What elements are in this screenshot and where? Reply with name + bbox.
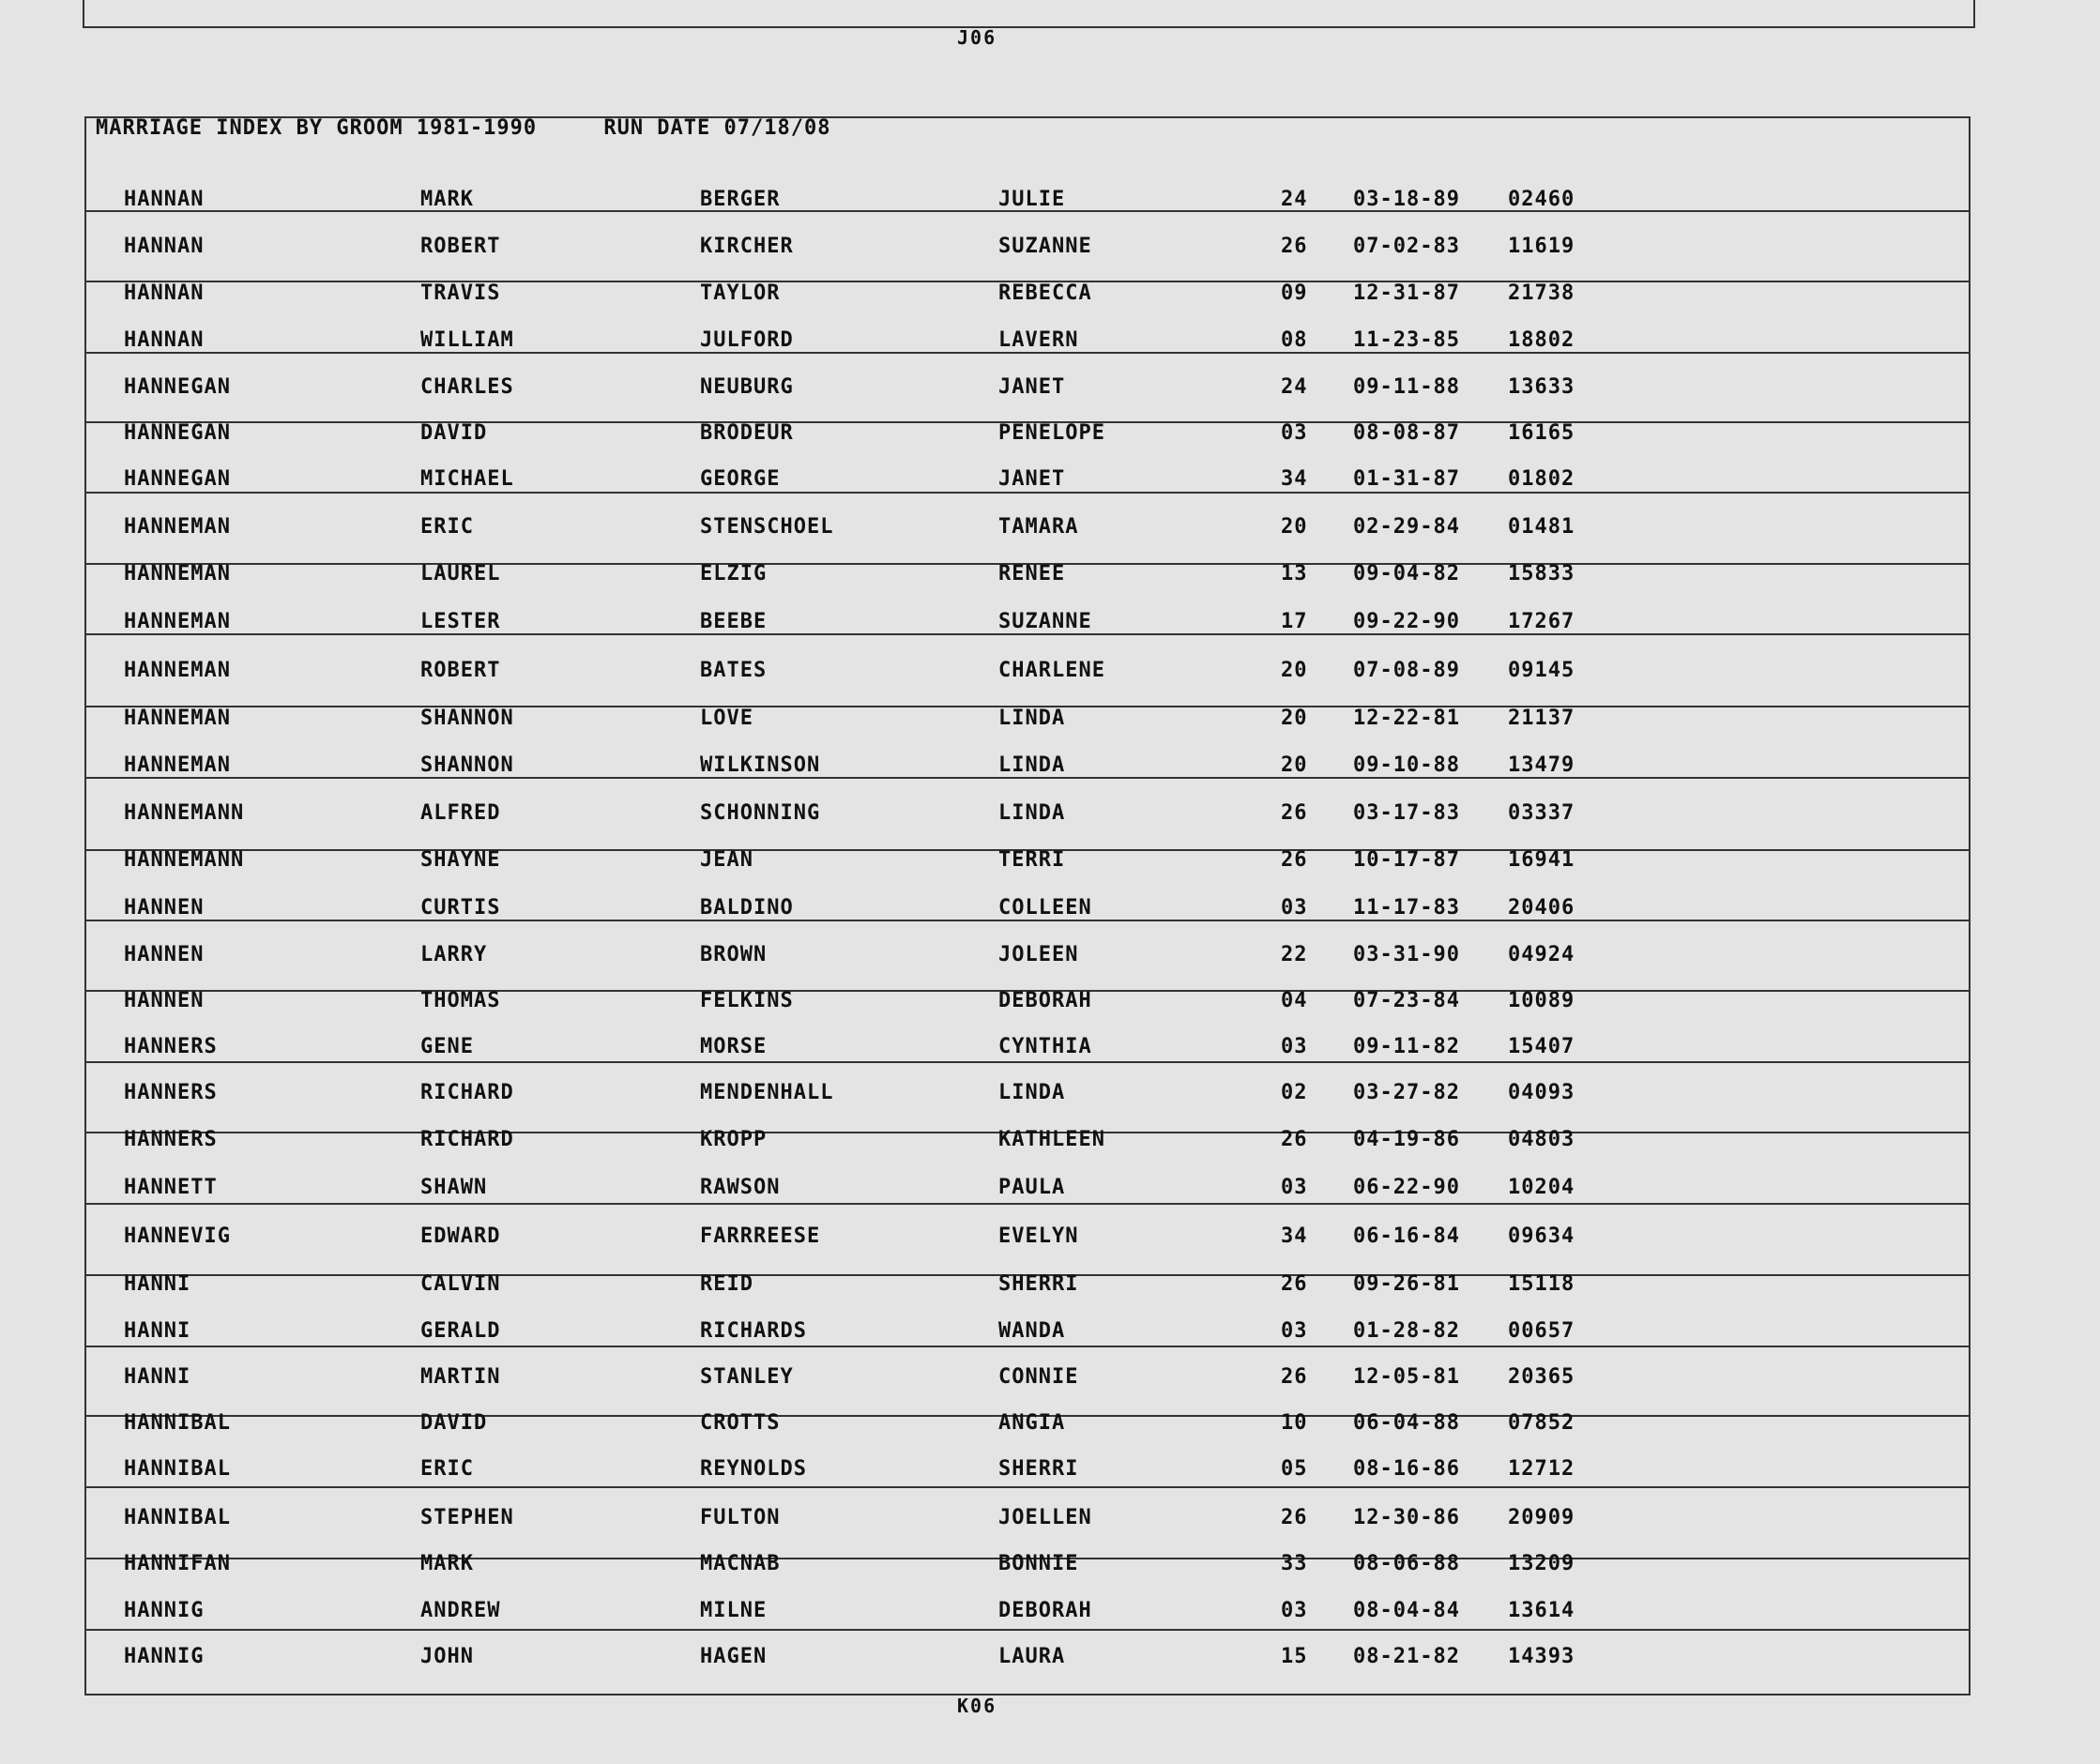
groom-first: ALFRED bbox=[420, 801, 501, 825]
groom-first: RICHARD bbox=[420, 1081, 514, 1104]
certificate-number: 13633 bbox=[1508, 375, 1575, 399]
bride-last: LOVE bbox=[700, 707, 753, 730]
groom-first: ERIC bbox=[420, 515, 474, 539]
groom-last: HANNEMAN bbox=[124, 515, 231, 539]
groom-last: HANNEGAN bbox=[124, 421, 231, 445]
marriage-date: 09-22-90 bbox=[1353, 610, 1460, 633]
bride-first: JOLEEN bbox=[998, 943, 1079, 966]
marriage-date: 08-04-84 bbox=[1353, 1599, 1460, 1622]
certificate-number: 13614 bbox=[1508, 1599, 1575, 1622]
bride-last: BATES bbox=[700, 659, 768, 682]
bride-last: BEEBE bbox=[700, 610, 768, 633]
county-code: 17 bbox=[1281, 610, 1308, 633]
bride-first: SUZANNE bbox=[998, 235, 1092, 258]
groom-last: HANNIG bbox=[124, 1599, 205, 1622]
bride-last: NEUBURG bbox=[700, 375, 794, 399]
top-page-code: J06 bbox=[957, 26, 997, 49]
marriage-date: 08-16-86 bbox=[1353, 1457, 1460, 1481]
certificate-number: 04093 bbox=[1508, 1081, 1575, 1104]
groom-first: DAVID bbox=[420, 421, 488, 445]
bride-last: REYNOLDS bbox=[700, 1457, 807, 1481]
bride-first: CONNIE bbox=[998, 1365, 1079, 1389]
groom-last: HANNAN bbox=[124, 328, 205, 352]
marriage-date: 07-02-83 bbox=[1353, 235, 1460, 258]
certificate-number: 18802 bbox=[1508, 328, 1575, 352]
top-page-frame bbox=[83, 0, 1975, 28]
marriage-date: 07-23-84 bbox=[1353, 989, 1460, 1012]
row-separator bbox=[84, 777, 1971, 779]
marriage-date: 11-17-83 bbox=[1353, 896, 1460, 920]
bride-last: FELKINS bbox=[700, 989, 794, 1012]
bride-first: LAURA bbox=[998, 1645, 1066, 1668]
groom-first: LARRY bbox=[420, 943, 488, 966]
certificate-number: 20406 bbox=[1508, 896, 1575, 920]
bride-last: HAGEN bbox=[700, 1645, 768, 1668]
groom-first: TRAVIS bbox=[420, 281, 501, 305]
certificate-number: 10204 bbox=[1508, 1176, 1575, 1199]
bride-last: GEORGE bbox=[700, 467, 781, 491]
bride-last: FULTON bbox=[700, 1506, 781, 1529]
report-title: MARRIAGE INDEX BY GROOM 1981-1990 bbox=[96, 116, 538, 140]
groom-first: MARTIN bbox=[420, 1365, 501, 1389]
groom-first: MARK bbox=[420, 1552, 474, 1575]
bride-first: JANET bbox=[998, 375, 1066, 399]
county-code: 24 bbox=[1281, 188, 1308, 211]
bride-first: JULIE bbox=[998, 188, 1066, 211]
groom-last: HANNIFAN bbox=[124, 1552, 231, 1575]
groom-first: ROBERT bbox=[420, 235, 501, 258]
certificate-number: 11619 bbox=[1508, 235, 1575, 258]
bride-first: LINDA bbox=[998, 753, 1066, 777]
groom-last: HANNEMANN bbox=[124, 848, 245, 872]
county-code: 20 bbox=[1281, 753, 1308, 777]
marriage-date: 02-29-84 bbox=[1353, 515, 1460, 539]
bride-first: SHERRI bbox=[998, 1272, 1079, 1296]
marriage-date: 09-10-88 bbox=[1353, 753, 1460, 777]
bride-first: BONNIE bbox=[998, 1552, 1079, 1575]
marriage-date: 04-19-86 bbox=[1353, 1128, 1460, 1151]
bride-last: RICHARDS bbox=[700, 1319, 807, 1343]
groom-last: HANNAN bbox=[124, 188, 205, 211]
county-code: 03 bbox=[1281, 1599, 1308, 1622]
bride-last: BROWN bbox=[700, 943, 768, 966]
county-code: 09 bbox=[1281, 281, 1308, 305]
bride-last: JULFORD bbox=[700, 328, 794, 352]
county-code: 02 bbox=[1281, 1081, 1308, 1104]
county-code: 03 bbox=[1281, 1035, 1308, 1058]
groom-last: HANNERS bbox=[124, 1035, 218, 1058]
county-code: 10 bbox=[1281, 1411, 1308, 1435]
county-code: 15 bbox=[1281, 1645, 1308, 1668]
county-code: 03 bbox=[1281, 1176, 1308, 1199]
groom-first: GERALD bbox=[420, 1319, 501, 1343]
groom-first: GENE bbox=[420, 1035, 474, 1058]
county-code: 26 bbox=[1281, 235, 1308, 258]
certificate-number: 00657 bbox=[1508, 1319, 1575, 1343]
groom-last: HANNI bbox=[124, 1272, 191, 1296]
bride-first: CYNTHIA bbox=[998, 1035, 1092, 1058]
bride-first: ANGIA bbox=[998, 1411, 1066, 1435]
bride-last: KIRCHER bbox=[700, 235, 794, 258]
county-code: 22 bbox=[1281, 943, 1308, 966]
county-code: 20 bbox=[1281, 659, 1308, 682]
groom-last: HANNEGAN bbox=[124, 375, 231, 399]
bride-first: SHERRI bbox=[998, 1457, 1079, 1481]
bride-first: PAULA bbox=[998, 1176, 1066, 1199]
bride-last: REID bbox=[700, 1272, 753, 1296]
marriage-date: 09-04-82 bbox=[1353, 562, 1460, 585]
bride-first: JANET bbox=[998, 467, 1066, 491]
bride-last: FARRREESE bbox=[700, 1224, 821, 1248]
marriage-date: 12-22-81 bbox=[1353, 707, 1460, 730]
bride-last: JEAN bbox=[700, 848, 753, 872]
county-code: 26 bbox=[1281, 848, 1308, 872]
bride-first: WANDA bbox=[998, 1319, 1066, 1343]
marriage-date: 12-05-81 bbox=[1353, 1365, 1460, 1389]
bride-last: KROPP bbox=[700, 1128, 768, 1151]
groom-last: HANNEN bbox=[124, 943, 205, 966]
county-code: 08 bbox=[1281, 328, 1308, 352]
county-code: 26 bbox=[1281, 1272, 1308, 1296]
bride-first: SUZANNE bbox=[998, 610, 1092, 633]
county-code: 13 bbox=[1281, 562, 1308, 585]
bride-first: DEBORAH bbox=[998, 1599, 1092, 1622]
county-code: 04 bbox=[1281, 989, 1308, 1012]
bride-last: BALDINO bbox=[700, 896, 794, 920]
certificate-number: 21137 bbox=[1508, 707, 1575, 730]
certificate-number: 02460 bbox=[1508, 188, 1575, 211]
groom-last: HANNEMAN bbox=[124, 753, 231, 777]
bride-last: STENSCHOEL bbox=[700, 515, 834, 539]
bride-last: MILNE bbox=[700, 1599, 768, 1622]
groom-last: HANNEMAN bbox=[124, 659, 231, 682]
groom-first: SHANNON bbox=[420, 707, 514, 730]
groom-first: ERIC bbox=[420, 1457, 474, 1481]
groom-last: HANNIBAL bbox=[124, 1457, 231, 1481]
bride-first: LINDA bbox=[998, 801, 1066, 825]
county-code: 03 bbox=[1281, 421, 1308, 445]
marriage-date: 06-22-90 bbox=[1353, 1176, 1460, 1199]
bride-last: BRODEUR bbox=[700, 421, 794, 445]
bride-first: REBECCA bbox=[998, 281, 1092, 305]
bride-last: MENDENHALL bbox=[700, 1081, 834, 1104]
county-code: 26 bbox=[1281, 801, 1308, 825]
bride-first: RENEE bbox=[998, 562, 1066, 585]
groom-last: HANNIBAL bbox=[124, 1506, 231, 1529]
certificate-number: 21738 bbox=[1508, 281, 1575, 305]
groom-first: WILLIAM bbox=[420, 328, 514, 352]
county-code: 20 bbox=[1281, 707, 1308, 730]
marriage-date: 12-31-87 bbox=[1353, 281, 1460, 305]
groom-first: JOHN bbox=[420, 1645, 474, 1668]
groom-last: HANNEMANN bbox=[124, 801, 245, 825]
bride-last: RAWSON bbox=[700, 1176, 781, 1199]
groom-first: SHAYNE bbox=[420, 848, 501, 872]
bride-first: LINDA bbox=[998, 1081, 1066, 1104]
certificate-number: 07852 bbox=[1508, 1411, 1575, 1435]
certificate-number: 03337 bbox=[1508, 801, 1575, 825]
marriage-date: 03-18-89 bbox=[1353, 188, 1460, 211]
row-separator bbox=[84, 352, 1971, 354]
certificate-number: 09145 bbox=[1508, 659, 1575, 682]
county-code: 03 bbox=[1281, 1319, 1308, 1343]
marriage-date: 10-17-87 bbox=[1353, 848, 1460, 872]
groom-first: SHANNON bbox=[420, 753, 514, 777]
groom-first: LESTER bbox=[420, 610, 501, 633]
bride-first: CHARLENE bbox=[998, 659, 1105, 682]
marriage-date: 03-17-83 bbox=[1353, 801, 1460, 825]
county-code: 34 bbox=[1281, 467, 1308, 491]
groom-last: HANNI bbox=[124, 1319, 191, 1343]
marriage-date: 11-23-85 bbox=[1353, 328, 1460, 352]
certificate-number: 16941 bbox=[1508, 848, 1575, 872]
marriage-date: 12-30-86 bbox=[1353, 1506, 1460, 1529]
groom-last: HANNETT bbox=[124, 1176, 218, 1199]
groom-first: CHARLES bbox=[420, 375, 514, 399]
marriage-date: 06-04-88 bbox=[1353, 1411, 1460, 1435]
certificate-number: 09634 bbox=[1508, 1224, 1575, 1248]
groom-first: CURTIS bbox=[420, 896, 501, 920]
certificate-number: 01481 bbox=[1508, 515, 1575, 539]
groom-last: HANNEN bbox=[124, 989, 205, 1012]
row-separator bbox=[84, 1061, 1971, 1063]
certificate-number: 17267 bbox=[1508, 610, 1575, 633]
marriage-date: 01-28-82 bbox=[1353, 1319, 1460, 1343]
report-header bbox=[96, 116, 831, 140]
certificate-number: 10089 bbox=[1508, 989, 1575, 1012]
bride-last: WILKINSON bbox=[700, 753, 821, 777]
row-separator bbox=[84, 1486, 1971, 1488]
groom-last: HANNI bbox=[124, 1365, 191, 1389]
bride-first: KATHLEEN bbox=[998, 1128, 1105, 1151]
bride-first: DEBORAH bbox=[998, 989, 1092, 1012]
groom-first: STEPHEN bbox=[420, 1506, 514, 1529]
groom-last: HANNEN bbox=[124, 896, 205, 920]
groom-last: HANNEMAN bbox=[124, 610, 231, 633]
bride-last: TAYLOR bbox=[700, 281, 781, 305]
groom-last: HANNERS bbox=[124, 1128, 218, 1151]
groom-first: MICHAEL bbox=[420, 467, 514, 491]
marriage-date: 07-08-89 bbox=[1353, 659, 1460, 682]
groom-last: HANNERS bbox=[124, 1081, 218, 1104]
county-code: 33 bbox=[1281, 1552, 1308, 1575]
groom-first: MARK bbox=[420, 188, 474, 211]
row-separator bbox=[84, 492, 1971, 494]
groom-first: RICHARD bbox=[420, 1128, 514, 1151]
marriage-date: 08-08-87 bbox=[1353, 421, 1460, 445]
marriage-date: 08-21-82 bbox=[1353, 1645, 1460, 1668]
bride-first: PENELOPE bbox=[998, 421, 1105, 445]
groom-first: EDWARD bbox=[420, 1224, 501, 1248]
certificate-number: 15118 bbox=[1508, 1272, 1575, 1296]
certificate-number: 12712 bbox=[1508, 1457, 1575, 1481]
marriage-date: 08-06-88 bbox=[1353, 1552, 1460, 1575]
certificate-number: 04803 bbox=[1508, 1128, 1575, 1151]
marriage-date: 01-31-87 bbox=[1353, 467, 1460, 491]
bride-last: MACNAB bbox=[700, 1552, 781, 1575]
bride-first: LINDA bbox=[998, 707, 1066, 730]
groom-first: CALVIN bbox=[420, 1272, 501, 1296]
bride-last: STANLEY bbox=[700, 1365, 794, 1389]
certificate-number: 01802 bbox=[1508, 467, 1575, 491]
bride-last: CROTTS bbox=[700, 1411, 781, 1435]
county-code: 20 bbox=[1281, 515, 1308, 539]
marriage-date: 03-27-82 bbox=[1353, 1081, 1460, 1104]
bride-first: TERRI bbox=[998, 848, 1066, 872]
county-code: 34 bbox=[1281, 1224, 1308, 1248]
marriage-date: 09-11-88 bbox=[1353, 375, 1460, 399]
bride-last: SCHONNING bbox=[700, 801, 821, 825]
certificate-number: 16165 bbox=[1508, 421, 1575, 445]
bride-last: ELZIG bbox=[700, 562, 768, 585]
county-code: 24 bbox=[1281, 375, 1308, 399]
county-code: 26 bbox=[1281, 1506, 1308, 1529]
row-separator bbox=[84, 633, 1971, 635]
groom-last: HANNEMAN bbox=[124, 562, 231, 585]
certificate-number: 15833 bbox=[1508, 562, 1575, 585]
groom-last: HANNIBAL bbox=[124, 1411, 231, 1435]
bride-last: MORSE bbox=[700, 1035, 768, 1058]
groom-last: HANNEGAN bbox=[124, 467, 231, 491]
bottom-page-code: K06 bbox=[957, 1695, 997, 1717]
marriage-date: 09-11-82 bbox=[1353, 1035, 1460, 1058]
groom-last: HANNAN bbox=[124, 235, 205, 258]
run-date: RUN DATE 07/18/08 bbox=[603, 116, 831, 140]
groom-first: ROBERT bbox=[420, 659, 501, 682]
certificate-number: 13479 bbox=[1508, 753, 1575, 777]
groom-last: HANNIG bbox=[124, 1645, 205, 1668]
groom-last: HANNEVIG bbox=[124, 1224, 231, 1248]
groom-first: ANDREW bbox=[420, 1599, 501, 1622]
row-separator bbox=[84, 1346, 1971, 1347]
bride-first: LAVERN bbox=[998, 328, 1079, 352]
bride-first: TAMARA bbox=[998, 515, 1079, 539]
groom-first: SHAWN bbox=[420, 1176, 488, 1199]
groom-last: HANNEMAN bbox=[124, 707, 231, 730]
bride-first: JOELLEN bbox=[998, 1506, 1092, 1529]
county-code: 26 bbox=[1281, 1128, 1308, 1151]
groom-first: LAUREL bbox=[420, 562, 501, 585]
certificate-number: 20909 bbox=[1508, 1506, 1575, 1529]
certificate-number: 15407 bbox=[1508, 1035, 1575, 1058]
row-separator bbox=[84, 1629, 1971, 1631]
marriage-date: 03-31-90 bbox=[1353, 943, 1460, 966]
marriage-date: 09-26-81 bbox=[1353, 1272, 1460, 1296]
row-separator bbox=[84, 920, 1971, 921]
bride-first: COLLEEN bbox=[998, 896, 1092, 920]
certificate-number: 20365 bbox=[1508, 1365, 1575, 1389]
marriage-date: 06-16-84 bbox=[1353, 1224, 1460, 1248]
groom-first: DAVID bbox=[420, 1411, 488, 1435]
certificate-number: 13209 bbox=[1508, 1552, 1575, 1575]
bride-first: EVELYN bbox=[998, 1224, 1079, 1248]
certificate-number: 04924 bbox=[1508, 943, 1575, 966]
groom-first: THOMAS bbox=[420, 989, 501, 1012]
county-code: 26 bbox=[1281, 1365, 1308, 1389]
county-code: 05 bbox=[1281, 1457, 1308, 1481]
bride-last: BERGER bbox=[700, 188, 781, 211]
certificate-number: 14393 bbox=[1508, 1645, 1575, 1668]
row-separator bbox=[84, 1203, 1971, 1205]
county-code: 03 bbox=[1281, 896, 1308, 920]
groom-last: HANNAN bbox=[124, 281, 205, 305]
